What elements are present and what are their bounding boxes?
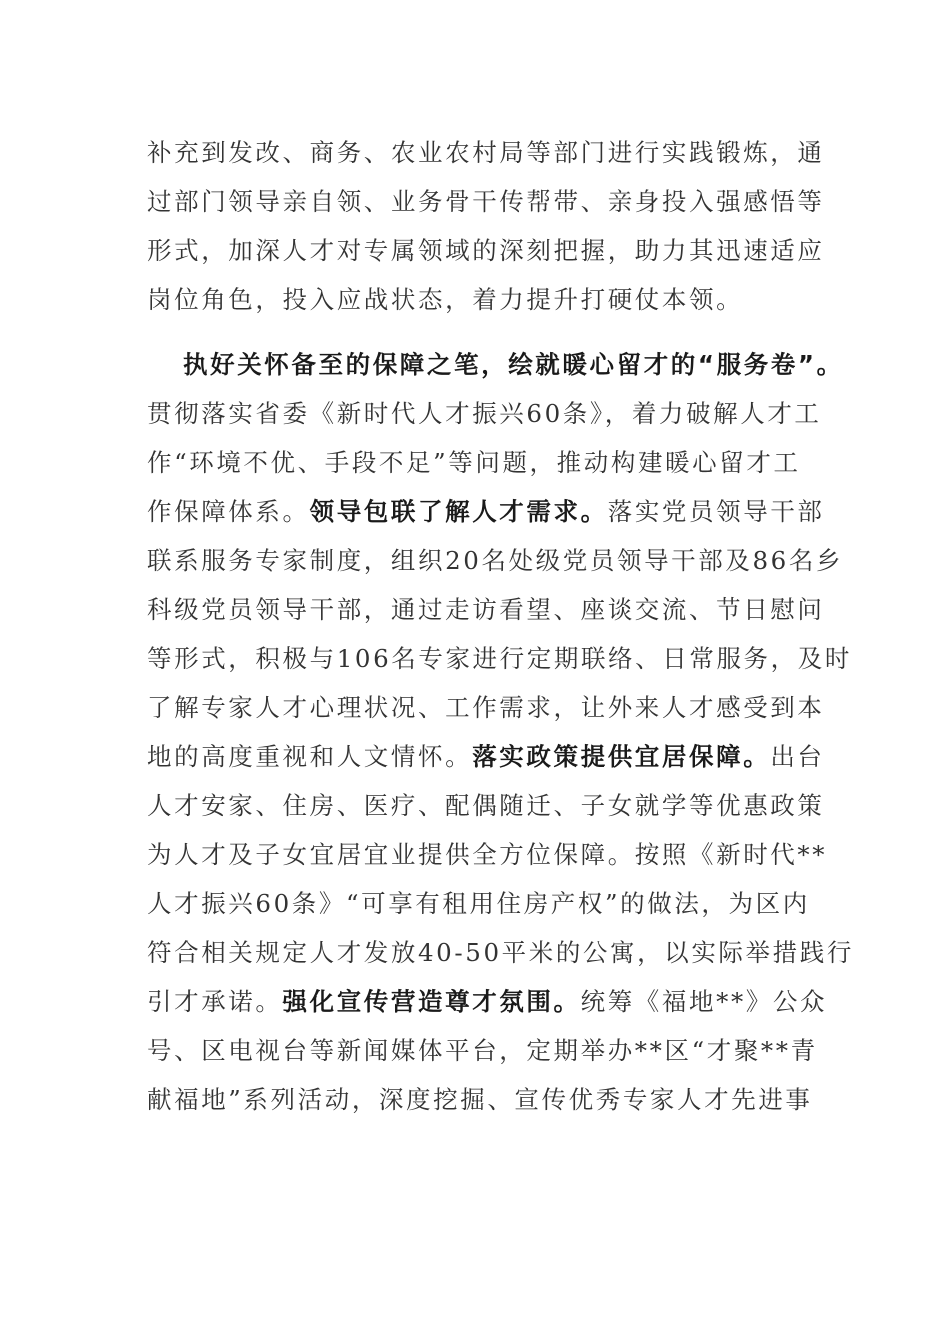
paragraph-line: 为人才及子女宜居宜业提供全方位保障。按照《新时代** — [147, 840, 828, 869]
paragraph-line: 了解专家人才心理状况、工作需求，让外来人才感受到本 — [147, 693, 825, 722]
line-text: 落实党员领导干部 — [607, 497, 825, 526]
paragraph-line: 号、区电视台等新闻媒体平台，定期举办**区“才聚**青 — [147, 1036, 818, 1065]
line-text: 地的高度重视和人文情怀。 — [147, 742, 473, 771]
paragraph-line: 人才安家、住房、医疗、配偶随迁、子女就学等优惠政策 — [147, 791, 825, 820]
line-text: 统筹《福地**》公众 — [580, 987, 828, 1016]
paragraph-line: 科级党员领导干部，通过走访看望、座谈交流、节日慰问 — [147, 595, 825, 624]
line-text: 引才承诺。 — [147, 987, 283, 1016]
bold-subheading: 领导包联了解人才需求。 — [309, 497, 608, 526]
section-heading: 执好关怀备至的保障之笔，绘就暖心留才的“服务卷”。 — [183, 350, 844, 379]
line-text: 作保障体系。 — [147, 497, 310, 526]
bold-subheading: 强化宣传营造尊才氛围。 — [282, 987, 581, 1016]
paragraph-line: 符合相关规定人才发放40-50平米的公寓，以实际举措践行 — [147, 938, 854, 967]
paragraph-line — [147, 487, 847, 537]
paragraph-line: 作“环境不优、手段不足”等问题，推动构建暖心留才工 — [147, 448, 801, 477]
paragraph-line: 联系服务专家制度，组织20名处级党员领导干部及86名乡 — [147, 546, 844, 575]
paragraph-line — [147, 977, 847, 1027]
paragraph-line: 形式，加深人才对专属领域的深刻把握，助力其迅速适应 — [147, 236, 825, 265]
paragraph-line: 贯彻落实省委《新时代人才振兴60条》，着力破解人才工 — [147, 399, 822, 428]
paragraph-line: 献福地”系列活动，深度挖掘、宣传优秀专家人才先进事 — [147, 1085, 813, 1114]
paragraph-line — [147, 732, 847, 782]
line-text: 出台 — [770, 742, 825, 771]
paragraph-line: 人才振兴60条》“可享有租用住房产权”的做法，为区内 — [147, 889, 810, 918]
paragraph-line: 过部门领导亲自领、业务骨干传帮带、亲身投入强感悟等 — [147, 187, 825, 216]
paragraph-line: 岗位角色，投入应战状态，着力提升打硬仗本领。 — [147, 285, 744, 314]
bold-subheading: 落实政策提供宜居保障。 — [472, 742, 771, 771]
paragraph-line: 等形式，积极与106名专家进行定期联络、日常服务，及时 — [147, 644, 852, 673]
paragraph-line: 补充到发改、商务、农业农村局等部门进行实践锻炼，通 — [147, 138, 825, 167]
